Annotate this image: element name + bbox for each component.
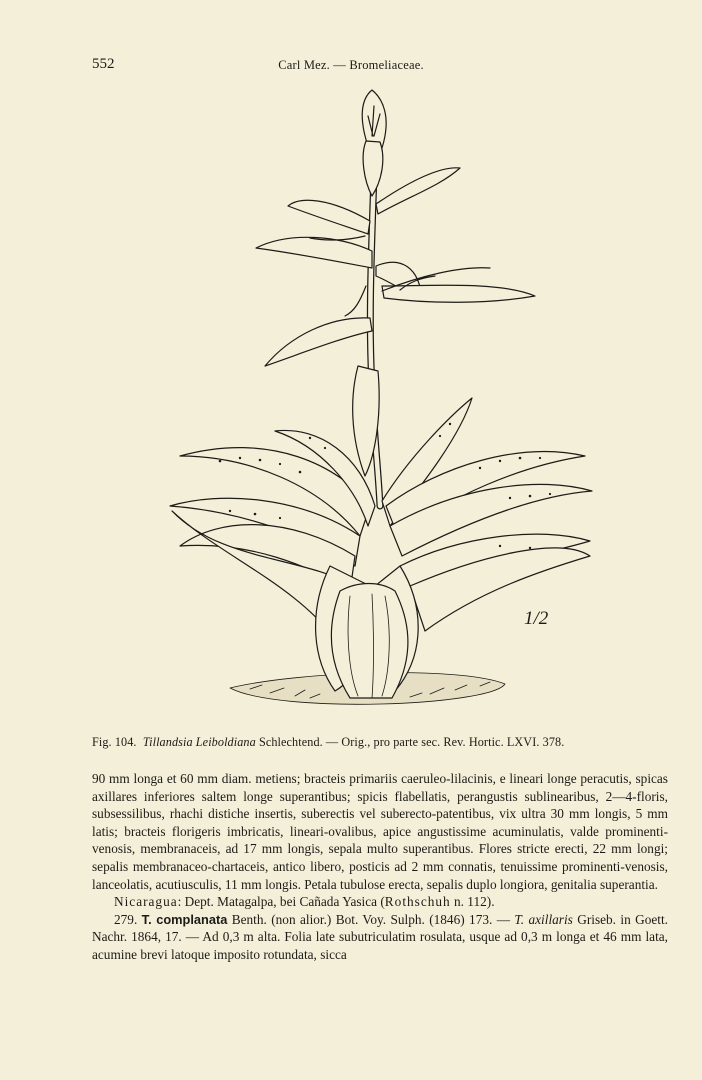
region: Nicaragua [114,894,178,910]
entry-species-name: T. complanata [141,911,228,927]
entry-citation: Benth. (non alior.) Bot. Voy. Sulph. (1846) 173. — [227,911,515,927]
entry-number: 279. [114,911,138,927]
inflorescence [256,90,535,366]
collector-number: n. 112). [450,894,495,910]
description-paragraph: 90 mm longa et 60 mm diam. metiens; bracteis primariis caeruleo-lilacinis, e lineari longe peracutis, spicas axillares inferiores saltem longe superantibus; spicis flabellatis, perangustis sublinearibus, 2—4-floris, subsessilibus, rhachi distiche insertis, suberectis vel suberecto-patentibus, vix ultra 30 mm longis, 5 mm latis; bracteis florigeris imbricatis, lineari-ovalibus, apice angustissime acuminulatis, valde prominenti-venosis, membranaceis, ad 17 mm longis, sepala multo superantibus. Flores stricte erecti, 22 mm longi; sepalis membranaceo-chartaceis, antico libero, posticis ad 2 mm connatis, tenuissime prominenti-venosis, lanceolatis, acutiusculis, 11 mm longis. Petala tubulose erecta, sepalis duplo longiora, genitalia superantia. [92,771,668,892]
figure-number: Fig. 104. [92,735,137,749]
page-number: 552 [92,56,115,72]
figure-caption [92,735,670,750]
collector-name: Rothschuh [384,894,451,910]
species-name: Tillandsia Leiboldiana [142,735,256,749]
scale-label: 1/2 [524,608,549,629]
running-head: Carl Mez. — Bromeliaceae. [278,58,424,72]
entry-description: Griseb. in Goett. Nachr. 1864, 17. — Ad 0,3 m alta. Folia late subutriculatim rosulata, usque ad 0,3 m longa et 46 mm lata, acumine brevi latoque imposito rotundata, sicca [92,911,668,962]
locality-text: : Dept. Matagalpa, bei Cañada Yasica ( [177,894,385,910]
body-text [92,770,668,964]
plant-illustration [160,86,610,726]
caption-rest: Schlechtend. — Orig., pro parte sec. Rev. Hortic. LXVI. 378. [255,735,565,749]
locality-paragraph [92,893,668,911]
entry-synonym: T. axillaris [514,911,573,927]
leaf-rosette [170,366,592,698]
species-entry [92,911,668,964]
